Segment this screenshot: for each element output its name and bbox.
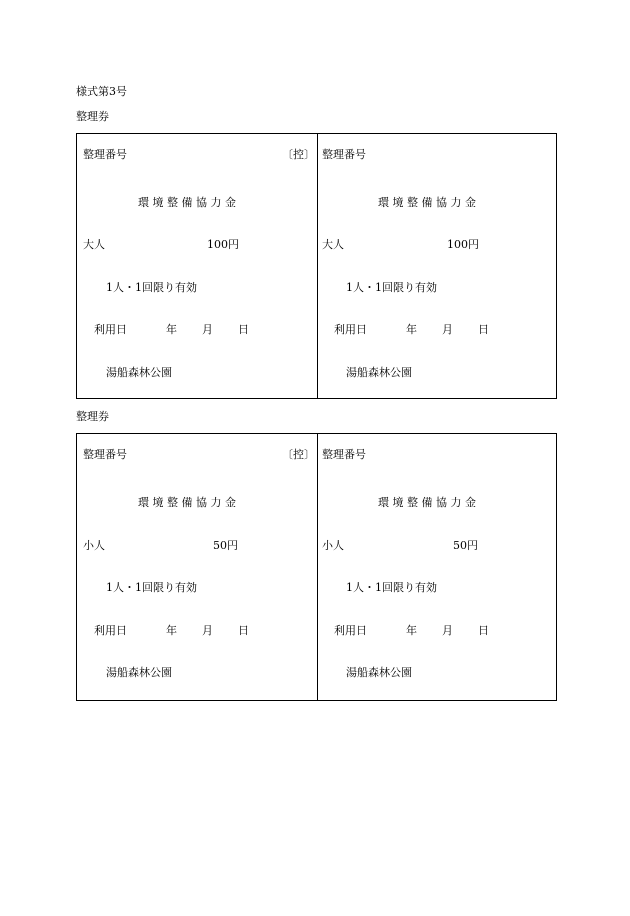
place-name: 湯船森林公園 bbox=[106, 366, 172, 379]
place-name: 湯船森林公園 bbox=[346, 666, 412, 679]
ticket-title: 環境整備協力金 bbox=[138, 196, 240, 209]
ticket-heading: 整理券 bbox=[76, 410, 109, 423]
form-number: 様式第3号 bbox=[76, 85, 127, 98]
category-label: 大人 bbox=[322, 238, 344, 251]
year-label: 年 bbox=[406, 323, 417, 336]
category-label: 小人 bbox=[322, 539, 344, 552]
copy-mark: 〔控〕 bbox=[282, 448, 315, 461]
date-label: 利用日 bbox=[94, 624, 127, 637]
year-label: 年 bbox=[166, 624, 177, 637]
month-label: 月 bbox=[202, 323, 213, 336]
category-label: 小人 bbox=[83, 539, 105, 552]
day-label: 日 bbox=[478, 624, 489, 637]
ticket-stub bbox=[77, 434, 318, 700]
year-label: 年 bbox=[166, 323, 177, 336]
validity-note: 1人・1回限り有効 bbox=[346, 281, 437, 294]
validity-note: 1人・1回限り有効 bbox=[106, 281, 197, 294]
price: 100円 bbox=[447, 238, 479, 251]
validity-note: 1人・1回限り有効 bbox=[346, 581, 437, 594]
number-label: 整理番号 bbox=[322, 148, 366, 161]
ticket-adult bbox=[76, 133, 557, 399]
price: 50円 bbox=[453, 539, 478, 552]
place-name: 湯船森林公園 bbox=[346, 366, 412, 379]
year-label: 年 bbox=[406, 624, 417, 637]
day-label: 日 bbox=[478, 323, 489, 336]
month-label: 月 bbox=[442, 624, 453, 637]
ticket-title: 環境整備協力金 bbox=[138, 496, 240, 509]
place-name: 湯船森林公園 bbox=[106, 666, 172, 679]
date-label: 利用日 bbox=[94, 323, 127, 336]
date-label: 利用日 bbox=[334, 323, 367, 336]
ticket-stub bbox=[77, 134, 318, 398]
month-label: 月 bbox=[442, 323, 453, 336]
number-label: 整理番号 bbox=[83, 448, 127, 461]
day-label: 日 bbox=[238, 323, 249, 336]
price: 100円 bbox=[207, 238, 239, 251]
month-label: 月 bbox=[202, 624, 213, 637]
copy-mark: 〔控〕 bbox=[282, 148, 315, 161]
day-label: 日 bbox=[238, 624, 249, 637]
number-label: 整理番号 bbox=[322, 448, 366, 461]
validity-note: 1人・1回限り有効 bbox=[106, 581, 197, 594]
ticket-child bbox=[76, 433, 557, 701]
ticket-main bbox=[317, 134, 556, 398]
ticket-main bbox=[317, 434, 556, 700]
category-label: 大人 bbox=[83, 238, 105, 251]
ticket-title: 環境整備協力金 bbox=[378, 196, 480, 209]
ticket-title: 環境整備協力金 bbox=[378, 496, 480, 509]
number-label: 整理番号 bbox=[83, 148, 127, 161]
price: 50円 bbox=[213, 539, 238, 552]
ticket-heading: 整理券 bbox=[76, 110, 109, 123]
date-label: 利用日 bbox=[334, 624, 367, 637]
